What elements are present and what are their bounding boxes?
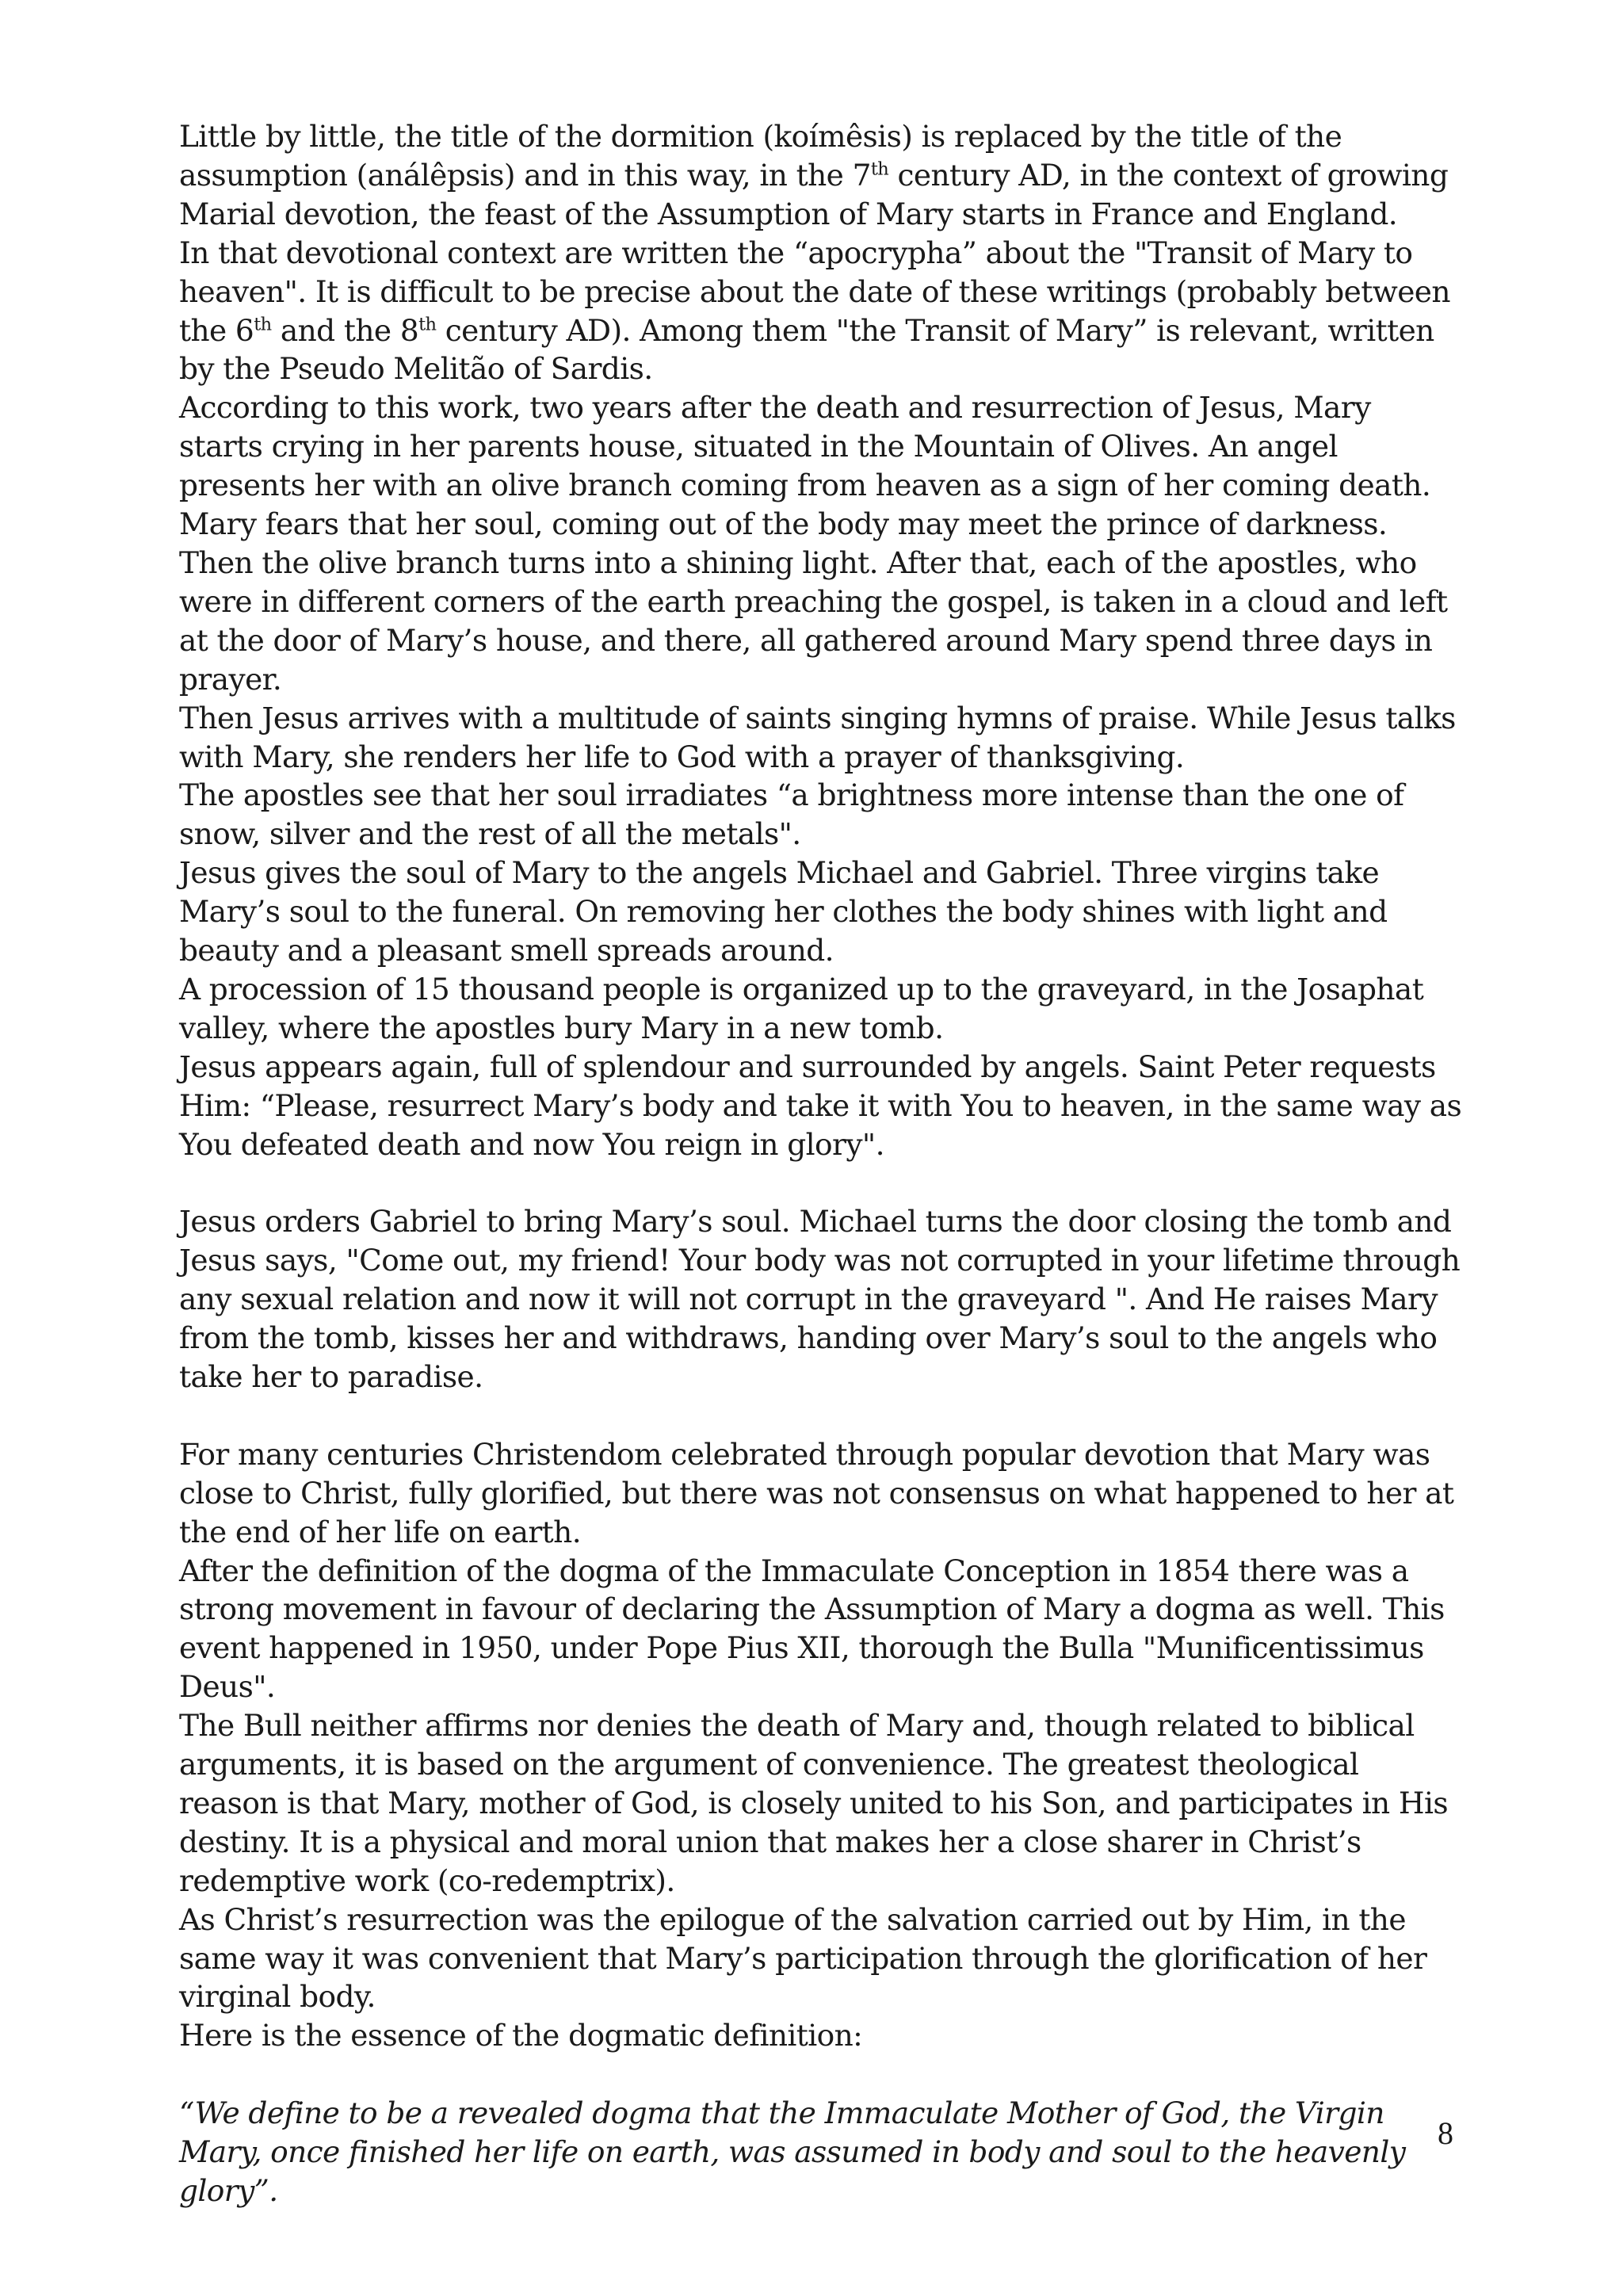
ordinal-suffix: th [870,159,889,180]
ordinal-suffix: th [254,314,272,335]
paragraph-resurrection: Jesus orders Gabriel to bring Mary’s soul. Michael turns the door closing the tomb and Jesus says, "Come out, my friend! Your body was not corrupted in your lifetime through any sexual relation and now it will not corrupt in the graveyard ". And He raises Mary from the tomb, kisses her and withdraws, handing over Mary’s soul to the angels who take her to paradise. [179,1204,1461,1394]
paragraph-olive-branch: According to this work, two years after the death and resurrection of Jesus, Mary starts crying in her parents house, situated in the Mountain of Olives. An angel presents her with an olive branch coming from heaven as a sign of her coming death. Mary fears that her soul, coming out of the body may meet the prince of darkness. Then the olive branch turns into a shining light. After that, each of the apostles, who were in different corners of the earth preaching the gospel, is taken in a cloud and left at the door of Mary’s house, and there, all gathered around Mary spend three days in prayer. [179,390,1448,697]
paragraph-procession: A procession of 15 thousand people is organized up to the graveyard, in the Josaphat valley, where the apostles bury Mary in a new tomb. [179,971,1424,1045]
paragraph-bull: The Bull neither affirms nor denies the death of Mary and, though related to biblical arguments, it is based on the argument of convenience. The greatest theological reason is that Mary, mother of God, is closely united to his Son, and participates in His destiny. It is a physical and moral union that makes her a close sharer in Christ’s redemptive work (co-redemptrix). [179,1708,1449,1898]
paragraph-text: and the 8 [271,312,419,348]
paragraph-gap [179,1163,1463,1202]
paragraph-text: In that devotional context are written the “apocrypha” about the "Transit of Mary to heaven". It is difficult to be precise about the date of these writings (probably between the 6 [179,235,1450,348]
paragraph-gap [179,1396,1463,1435]
paragraph-text: century AD). Among them "the Transit of Mary” is relevant, written by the Pseudo Melitão of Sardis. [179,312,1434,387]
paragraph-epilogue: As Christ’s resurrection was the epilogue of the salvation carried out by Him, in the same way it was convenient that Mary’s participation through the glorification of her virginal body. [179,1901,1427,2015]
paragraph-gap [179,2055,1463,2094]
paragraph-text: century AD, in the context of growing Marial devotion, the feast of the Assumption of Mary starts in France and England. [179,157,1449,231]
paragraph-jesus-arrives: Then Jesus arrives with a multitude of saints singing hymns of praise. While Jesus talks with Mary, she renders her life to God with a prayer of thanksgiving. [179,700,1456,774]
ordinal-suffix: th [418,314,437,335]
paragraph-text: Little by little, the title of the dormition (koímêsis) is replaced by the title of the assumption (análêpsis) and in this way, in the 7 [179,119,1342,193]
paragraph-soul-brightness: The apostles see that her soul irradiates “a brightness more intense than the one of snow, silver and the rest of all the metals". [179,777,1404,852]
page-number: 8 [1438,2115,1453,2151]
dogmatic-definition-quote: “We define to be a revealed dogma that the Immaculate Mother of God, the Virgin Mary, once finished her life on earth, was assumed in body and soul to the heavenly glory”. [179,2095,1406,2208]
paragraph-angels: Jesus gives the soul of Mary to the angels Michael and Gabriel. Three virgins take Mary’s soul to the funeral. On removing her clothes the body shines with light and beauty and a pleasant smell spreads around. [179,855,1388,968]
page-body [179,117,1463,2210]
paragraph-apocrypha [179,234,1463,389]
paragraph-christendom: For many centuries Christendom celebrated through popular devotion that Mary was close to Christ, fully glorified, but there was not consensus on what happened to her at the end of her life on earth. [179,1436,1454,1549]
paragraph-definition-intro: Here is the essence of the dogmatic definition: [179,2018,863,2053]
paragraph-dormition [179,117,1463,234]
paragraph-dogma-1950: After the definition of the dogma of the Immaculate Conception in 1854 there was a strong movement in favour of declaring the Assumption of Mary a dogma as well. This event happened in 1950, under Pope Pius XII, thorough the Bulla "Munificentissimus Deus". [179,1553,1445,1705]
paragraph-saint-peter: Jesus appears again, full of splendour and surrounded by angels. Saint Peter requests Him: “Please, resurrect Mary’s body and take it with You to heaven, in the same way as You defeated death and now You reign in glory". [179,1049,1462,1162]
